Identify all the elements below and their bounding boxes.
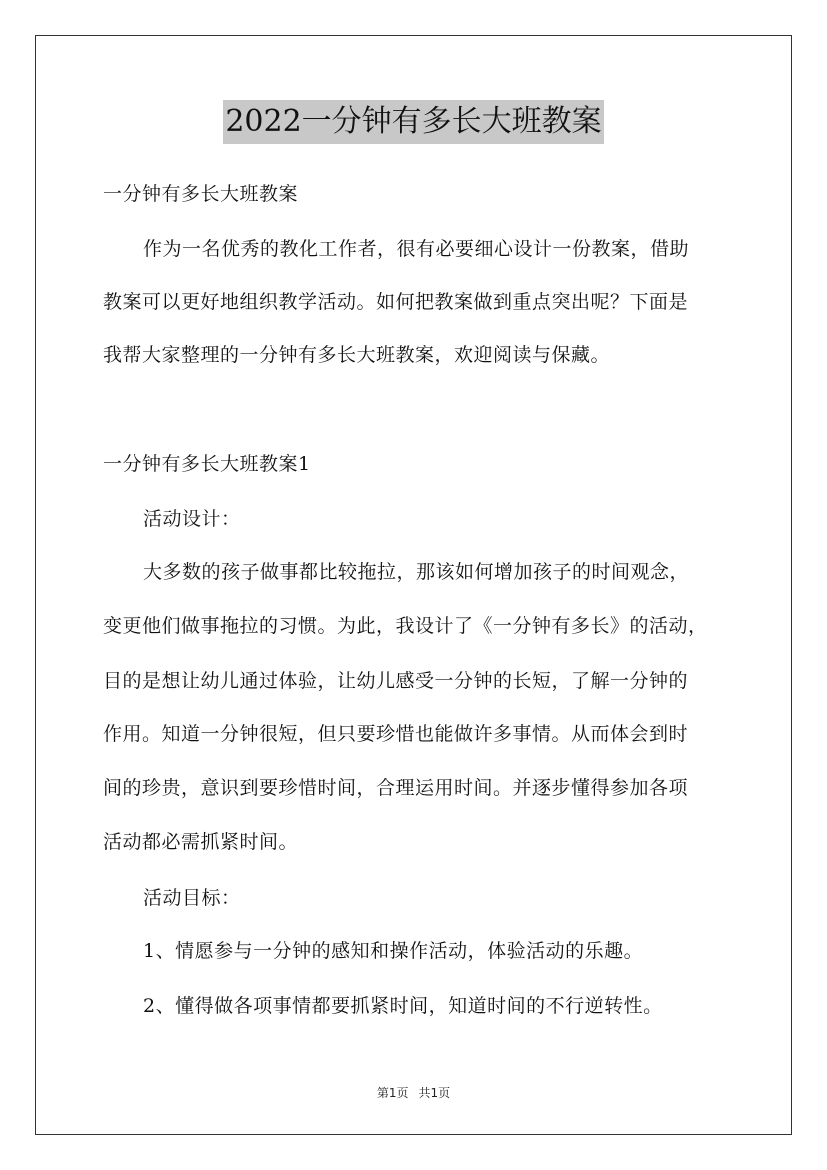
intro-line-3: 我帮大家整理的一分钟有多长大班教案，欢迎阅读与保藏。 xyxy=(103,344,611,366)
goal-item-1: 1、情愿参与一分钟的感知和操作活动，体验活动的乐趣。 xyxy=(143,940,644,962)
subtitle-line: 一分钟有多长大班教案 xyxy=(103,183,299,205)
title-block xyxy=(0,100,827,144)
paragraph-line: 作用。知道一分钟很短，但只要珍惜也能做许多事情。从而体会到时 xyxy=(103,723,689,745)
page-footer xyxy=(0,1084,827,1102)
activity-goal-label: 活动目标： xyxy=(143,887,241,909)
activity-design-label: 活动设计： xyxy=(143,508,241,530)
page-number: 第1页 xyxy=(376,1086,409,1100)
document-title: 2022一分钟有多长大班教案 xyxy=(223,100,603,144)
paragraph-line: 间的珍贵，意识到要珍惜时间，合理运用时间。并逐步懂得参加各项 xyxy=(103,777,689,799)
paragraph-line: 活动都必需抓紧时间。 xyxy=(103,831,299,853)
intro-line-1: 作为一名优秀的教化工作者，很有必要细心设计一份教案，借助 xyxy=(143,238,690,260)
goal-item-2: 2、懂得做各项事情都要抓紧时间，知道时间的不行逆转性。 xyxy=(143,995,663,1017)
section-heading: 一分钟有多长大班教案1 xyxy=(103,453,311,475)
paragraph-line: 大多数的孩子做事都比较拖拉，那该如何增加孩子的时间观念， xyxy=(143,561,690,583)
page-total: 共1页 xyxy=(418,1086,451,1100)
paragraph-line: 目的是想让幼儿通过体验，让幼儿感受一分钟的长短，了解一分钟的 xyxy=(103,670,689,692)
paragraph-line: 变更他们做事拖拉的习惯。为此，我设计了《一分钟有多长》的活动， xyxy=(103,615,708,637)
intro-line-2: 教案可以更好地组织教学活动。如何把教案做到重点突出呢？下面是 xyxy=(103,291,689,313)
